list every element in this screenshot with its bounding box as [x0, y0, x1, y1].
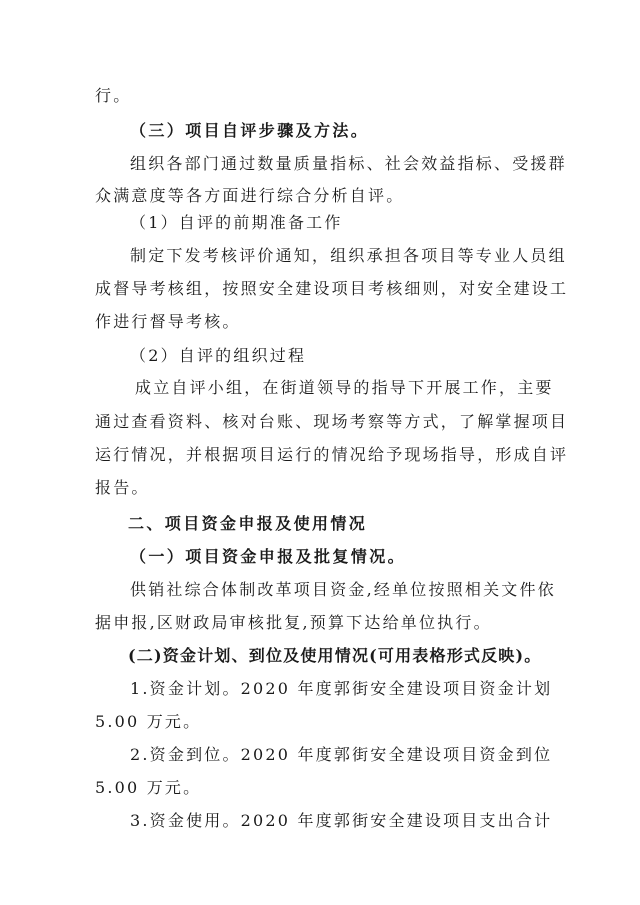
text-line-3: 组织各部门通过数量质量指标、社会效益指标、受援群 [130, 154, 567, 173]
text-line-6: 制定下发考核评价通知，组织承担各项目等专业人员组 [130, 246, 567, 265]
text-line-10: 成立自评小组，在街道领导的指导下开展工作，主要 [135, 378, 554, 397]
text-line-22: 5.00 万元。 [95, 778, 202, 797]
text-line-21: 2.资金到位。2020 年度郭街安全建设项目资金到位 [130, 745, 553, 764]
text-line-1: 行。 [95, 86, 132, 105]
text-line-20: 5.00 万元。 [95, 712, 202, 731]
subheading-organization-process: （2）自评的组织过程 [130, 346, 307, 365]
text-line-7: 成督导考核组，按照安全建设项目考核细则，对安全建设工 [95, 279, 569, 298]
text-line-17: 据申报,区财政局审核批复,预算下达给单位执行。 [95, 613, 492, 632]
text-line-16: 供销社综合体制改革项目资金,经单位按照相关文件依 [130, 580, 556, 599]
subheading-funding-application: （一）项目资金申报及批复情况。 [130, 547, 407, 566]
section-heading-self-evaluation-steps: （三）项目自评步骤及方法。 [130, 121, 370, 140]
text-line-4: 众满意度等各方面进行综合分析自评。 [95, 186, 405, 205]
subheading-funding-plan-usage: (二)资金计划、到位及使用情况(可用表格形式反映)。 [128, 646, 542, 665]
section-heading-funding: 二、项目资金申报及使用情况 [128, 514, 368, 533]
text-line-23: 3.资金使用。2020 年度郭街安全建设项目支出合计 [130, 811, 553, 830]
text-line-13: 报告。 [95, 478, 150, 497]
text-line-8: 作进行督导考核。 [95, 312, 241, 331]
text-line-19: 1.资金计划。2020 年度郭街安全建设项目资金计划 [130, 679, 553, 698]
text-line-11: 通过查看资料、核对台账、现场考察等方式，了解掌握项目 [95, 412, 569, 431]
text-line-12: 运行情况，并根据项目运行的情况给予现场指导，形成自评 [95, 445, 569, 464]
subheading-preparation: （1）自评的前期准备工作 [130, 213, 343, 232]
